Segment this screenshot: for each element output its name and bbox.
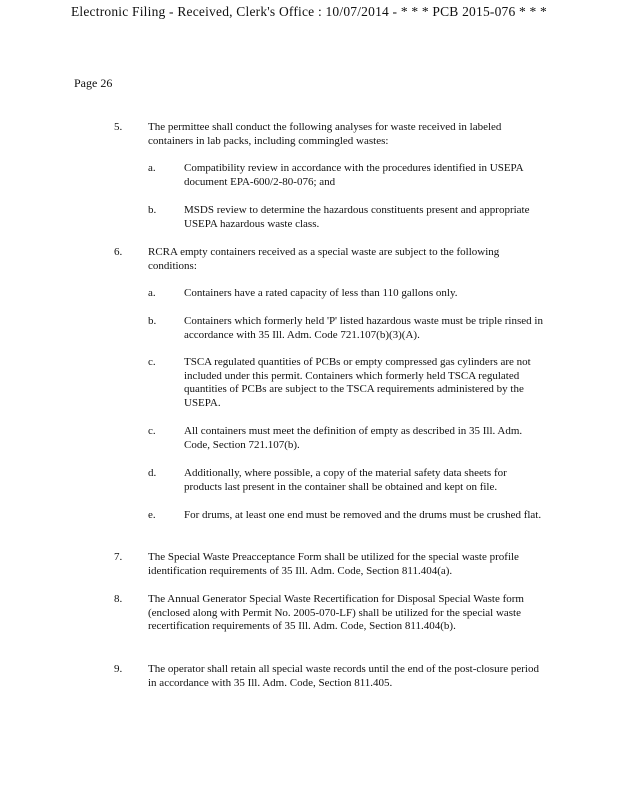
item-number-5: 5. (114, 121, 123, 133)
item-text-9: The operator shall retain all special waste records until the end of the post-closure period in accordance with 35 Ill. Adm. Code, Section 811.405. (148, 663, 539, 689)
item-text-5: The permittee shall conduct the following analyses for waste received in labeled containers in lab packs, including commingled wastes: (148, 121, 502, 147)
item-number-6: 6. (114, 246, 123, 258)
item-6e-letter: e. (148, 509, 156, 521)
page-number: Page 26 (74, 76, 113, 90)
item-6c2-letter: c. (148, 425, 156, 437)
item-5b-text: MSDS review to determine the hazardous constituents present and appropriate USEPA hazardous waste class. (184, 204, 530, 230)
item-6d-letter: d. (148, 467, 157, 479)
item-6d-text: Additionally, where possible, a copy of the material safety data sheets for products last present in the container shall be obtained and kept on file. (184, 467, 507, 493)
item-6a-letter: a. (148, 287, 156, 299)
item-6c-letter: c. (148, 356, 156, 368)
item-text-8: The Annual Generator Special Waste Recertification for Disposal Special Waste form (enclosed along with Permit No. 2005-070-LF) shall be utilized for the special waste recertification requirements of 35 Ill. Adm. Code, Section 811.404(b). (148, 593, 524, 632)
item-6a-text: Containers have a rated capacity of less than 110 gallons only. (184, 287, 458, 299)
item-5a-letter: a. (148, 162, 156, 174)
item-6b-letter: b. (148, 315, 157, 327)
item-5a-text: Compatibility review in accordance with the procedures identified in USEPA document EPA-600/2-80-076; and (184, 162, 523, 188)
item-6e-text: For drums, at least one end must be removed and the drums must be crushed flat. (184, 509, 542, 521)
item-number-7: 7. (114, 551, 123, 563)
item-6c2-text: All containers must meet the definition of empty as described in 35 Ill. Adm. Code, Section 721.107(b). (184, 425, 523, 451)
item-number-8: 8. (114, 593, 123, 605)
item-5b-letter: b. (148, 204, 157, 216)
item-6b-text: Containers which formerly held 'P' listed hazardous waste must be triple rinsed in accordance with 35 Ill. Adm. Code 721.107(b)(3)(A). (184, 315, 543, 341)
item-text-7: The Special Waste Preacceptance Form shall be utilized for the special waste profile identification requirements of 35 Ill. Adm. Code, Section 811.404(a). (148, 551, 519, 577)
item-number-9: 9. (114, 663, 123, 675)
item-text-6: RCRA empty containers received as a special waste are subject to the following conditions: (148, 246, 500, 272)
filing-header: Electronic Filing - Received, Clerk's Office : 10/07/2014 - * * * PCB 2015-076 * * * (70, 4, 548, 19)
item-6c-text: TSCA regulated quantities of PCBs or empty compressed gas cylinders are not included under this permit. Containers which formerly held TSCA regulated quantities of PCBs are subject to the TSCA requirements administered by the USEPA. (184, 356, 531, 409)
